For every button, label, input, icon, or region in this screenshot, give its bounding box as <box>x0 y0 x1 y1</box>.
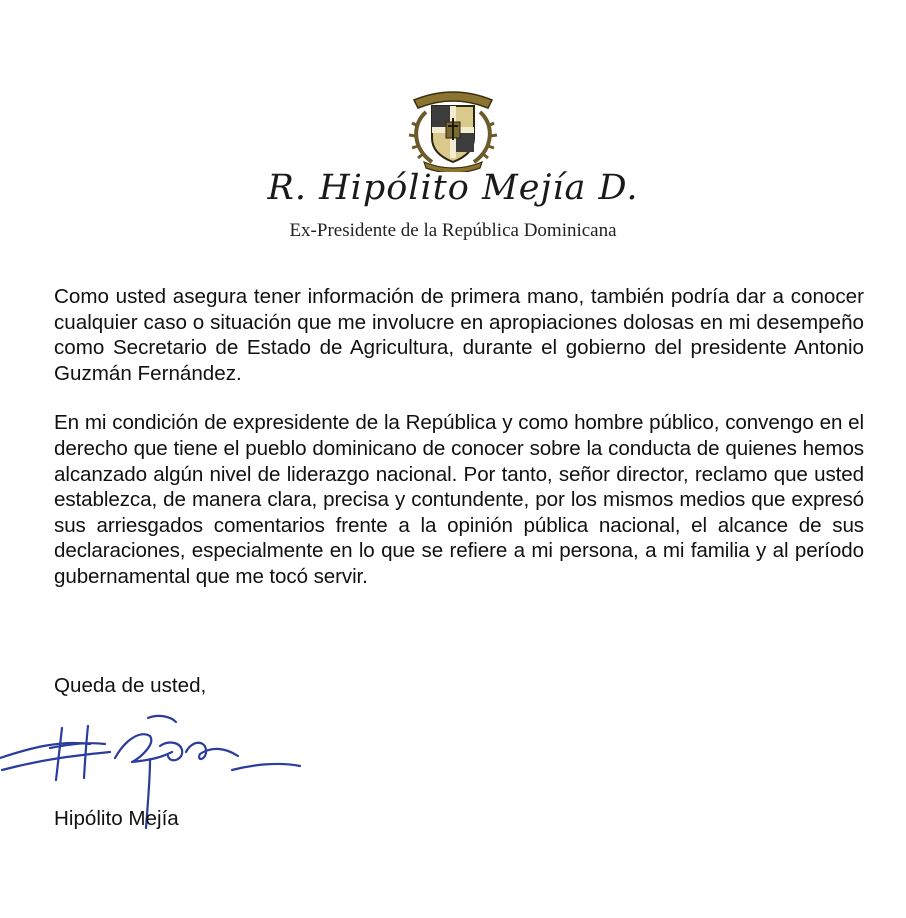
letterhead-title: Ex-Presidente de la República Dominicana <box>289 220 617 241</box>
signer-name: Hipólito Mejía <box>54 807 179 830</box>
paragraph-1: Como usted asegura tener información de primera mano, también podría dar a conocer cualquier caso o situación que me involucre en apropiaciones dolosas en mi desempeño como Secretario de Estado de Agricultura, durante el gobierno del presidente Antonio Guzmán Fernández. <box>54 285 864 385</box>
paragraph-2: En mi condición de expresidente de la República y como hombre público, convengo en el derecho que tiene el pueblo dominicano de conocer sobre la conducta de quienes hemos alcanzado algún nivel de liderazgo nacional. Por tanto, señor director, reclamo que usted establezca, de manera clara, precisa y contundente, por los mismos medios que expresó sus arriesgados comentarios frente a la opinión pública nacional, el alcance de sus declaraciones, especialmente en lo que se refiere a mi persona, a mi familia y al período gubernamental que me tocó servir. <box>54 411 864 588</box>
closing-line: Queda de usted, <box>54 674 207 697</box>
coat-of-arms-icon <box>404 82 502 172</box>
letterhead-name: R. Hipólito Mejía D. <box>267 168 639 208</box>
letter-body <box>54 284 864 614</box>
